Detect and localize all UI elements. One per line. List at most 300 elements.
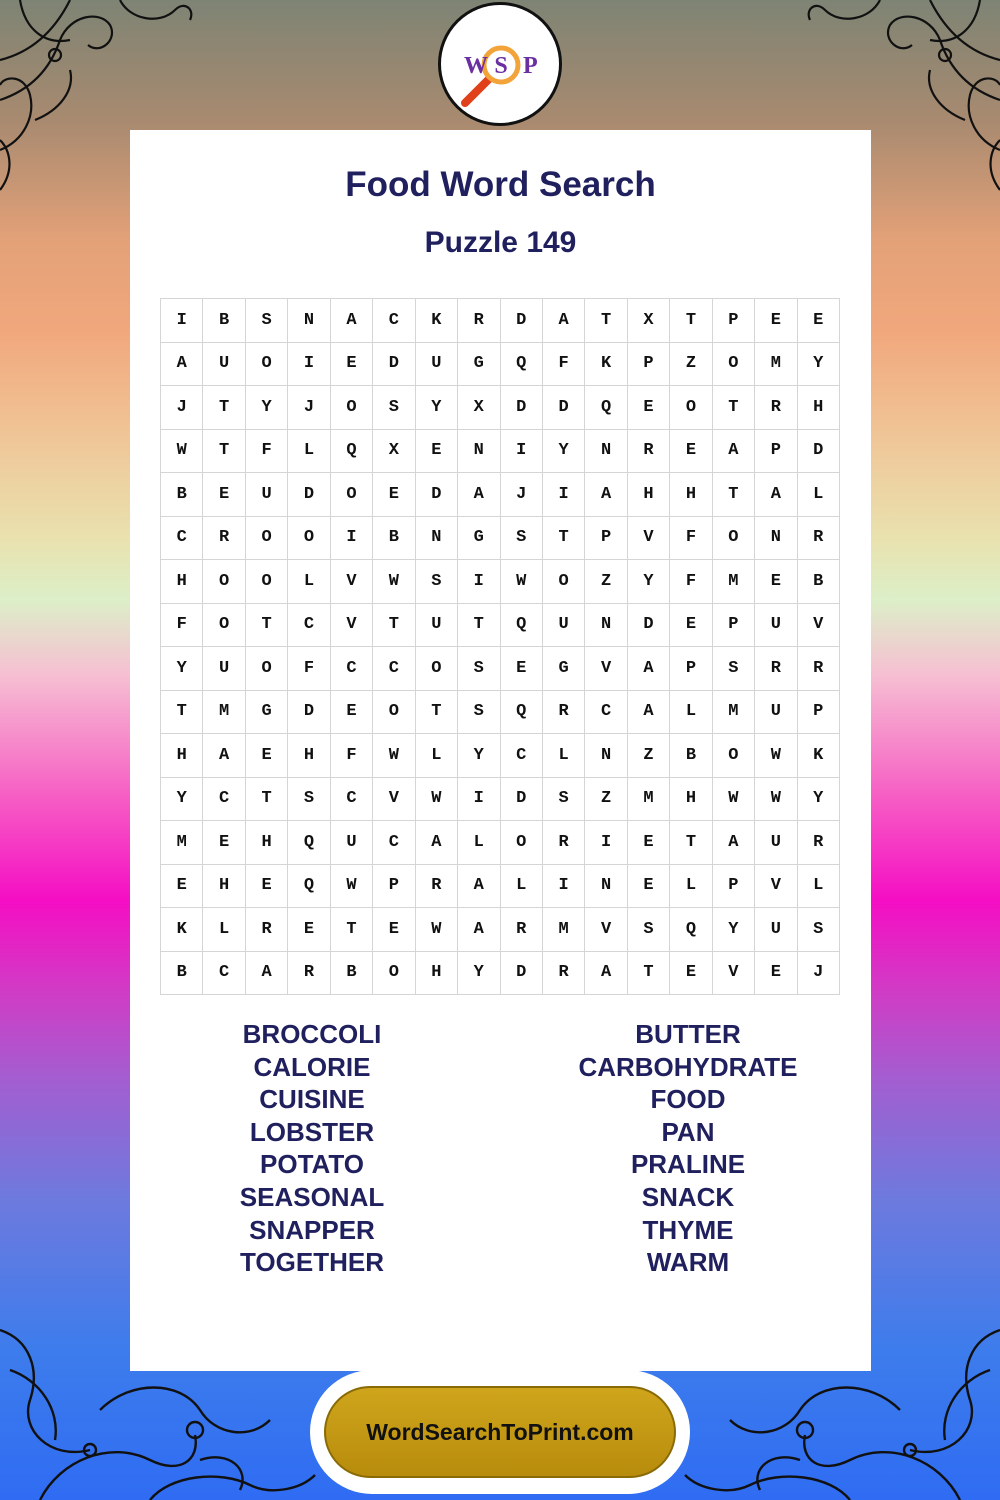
grid-cell: O	[670, 386, 712, 430]
grid-cell: B	[670, 734, 712, 778]
grid-cell: H	[797, 386, 839, 430]
grid-cell: L	[797, 473, 839, 517]
grid-cell: U	[755, 690, 797, 734]
grid-cell: O	[245, 647, 287, 691]
word-list-item: THYME	[642, 1214, 734, 1245]
grid-cell: D	[415, 473, 457, 517]
grid-cell: T	[415, 690, 457, 734]
grid-cell: A	[585, 473, 627, 517]
grid-cell: O	[245, 516, 287, 560]
grid-cell: Q	[288, 821, 330, 865]
grid-cell: L	[288, 560, 330, 604]
grid-cell: W	[755, 777, 797, 821]
grid-cell: E	[288, 908, 330, 952]
grid-cell: C	[330, 647, 372, 691]
grid-cell: M	[542, 908, 584, 952]
grid-cell: D	[542, 386, 584, 430]
grid-row	[161, 299, 840, 343]
grid-cell: R	[755, 386, 797, 430]
grid-cell: P	[712, 299, 754, 343]
grid-cell: T	[203, 429, 245, 473]
grid-cell: K	[585, 342, 627, 386]
grid-cell: W	[373, 734, 415, 778]
grid-row	[161, 777, 840, 821]
grid-cell: P	[627, 342, 669, 386]
grid-cell: H	[670, 473, 712, 517]
grid-cell: U	[415, 342, 457, 386]
grid-cell: E	[203, 821, 245, 865]
wsp-logo	[438, 2, 562, 126]
grid-cell: E	[203, 473, 245, 517]
grid-cell: P	[585, 516, 627, 560]
grid-cell: F	[161, 603, 203, 647]
grid-cell: S	[373, 386, 415, 430]
grid-cell: Z	[670, 342, 712, 386]
grid-cell: K	[797, 734, 839, 778]
puzzle-title: Food Word Search	[345, 165, 656, 204]
grid-cell: H	[670, 777, 712, 821]
grid-cell: A	[712, 429, 754, 473]
grid-cell: R	[542, 951, 584, 995]
word-list-item: SNACK	[641, 1181, 735, 1212]
grid-cell: T	[542, 516, 584, 560]
grid-cell: L	[670, 864, 712, 908]
grid-cell: U	[330, 821, 372, 865]
grid-row	[161, 690, 840, 734]
grid-cell: Y	[458, 951, 500, 995]
grid-cell: C	[373, 647, 415, 691]
grid-cell: E	[755, 560, 797, 604]
grid-cell: C	[161, 516, 203, 560]
grid-cell: V	[330, 603, 372, 647]
grid-cell: G	[542, 647, 584, 691]
grid-cell: B	[161, 951, 203, 995]
grid-cell: T	[670, 299, 712, 343]
grid-cell: D	[627, 603, 669, 647]
word-list-item: CALORIE	[253, 1051, 371, 1082]
grid-cell: W	[415, 908, 457, 952]
grid-cell: E	[670, 951, 712, 995]
grid-cell: E	[627, 386, 669, 430]
grid-cell: L	[542, 734, 584, 778]
grid-cell: O	[203, 560, 245, 604]
grid-cell: C	[373, 821, 415, 865]
grid-cell: N	[585, 734, 627, 778]
grid-cell: O	[542, 560, 584, 604]
grid-cell: X	[373, 429, 415, 473]
grid-cell: U	[203, 647, 245, 691]
grid-cell: H	[161, 734, 203, 778]
grid-cell: L	[415, 734, 457, 778]
word-list-item: BROCCOLI	[242, 1019, 382, 1049]
grid-cell: Y	[712, 908, 754, 952]
grid-cell: A	[755, 473, 797, 517]
grid-cell: E	[500, 647, 542, 691]
grid-cell: B	[330, 951, 372, 995]
grid-cell: Y	[161, 777, 203, 821]
grid-cell: D	[500, 777, 542, 821]
grid-row	[161, 603, 840, 647]
grid-cell: B	[203, 299, 245, 343]
grid-cell: T	[245, 603, 287, 647]
grid-cell: I	[288, 342, 330, 386]
grid-cell: E	[330, 690, 372, 734]
grid-cell: I	[161, 299, 203, 343]
grid-cell: G	[458, 342, 500, 386]
grid-cell: U	[755, 603, 797, 647]
word-list-right	[523, 1018, 853, 1279]
grid-cell: T	[245, 777, 287, 821]
grid-cell: D	[797, 429, 839, 473]
grid-cell: K	[415, 299, 457, 343]
grid-row	[161, 516, 840, 560]
word-list-item: SNAPPER	[249, 1214, 375, 1245]
grid-cell: Q	[330, 429, 372, 473]
word-list-item: LOBSTER	[249, 1116, 375, 1147]
grid-cell: B	[797, 560, 839, 604]
grid-cell: H	[627, 473, 669, 517]
grid-cell: Z	[585, 777, 627, 821]
grid-row	[161, 821, 840, 865]
grid-cell: E	[415, 429, 457, 473]
grid-cell: U	[203, 342, 245, 386]
grid-cell: E	[373, 473, 415, 517]
magnifier-icon	[441, 5, 559, 123]
grid-cell: W	[415, 777, 457, 821]
grid-cell: E	[627, 821, 669, 865]
grid-cell: C	[203, 777, 245, 821]
grid-cell: F	[670, 516, 712, 560]
grid-cell: V	[585, 647, 627, 691]
grid-cell: W	[161, 429, 203, 473]
grid-cell: W	[712, 777, 754, 821]
grid-cell: E	[330, 342, 372, 386]
word-list-item: CUISINE	[259, 1084, 365, 1115]
grid-cell: S	[500, 516, 542, 560]
grid-row	[161, 951, 840, 995]
grid-cell: V	[330, 560, 372, 604]
grid-row	[161, 342, 840, 386]
puzzle-panel	[130, 130, 871, 1371]
grid-cell: T	[627, 951, 669, 995]
grid-cell: R	[797, 516, 839, 560]
grid-cell: O	[245, 342, 287, 386]
grid-cell: A	[458, 864, 500, 908]
grid-row	[161, 560, 840, 604]
grid-cell: E	[627, 864, 669, 908]
grid-cell: P	[712, 864, 754, 908]
grid-cell: X	[458, 386, 500, 430]
grid-cell: S	[542, 777, 584, 821]
grid-cell: R	[542, 821, 584, 865]
grid-cell: A	[415, 821, 457, 865]
letter-grid	[160, 298, 840, 995]
word-list-item: FOOD	[650, 1084, 726, 1115]
grid-cell: V	[712, 951, 754, 995]
grid-cell: E	[797, 299, 839, 343]
word-list-item: CARBOHYDRATE	[578, 1051, 798, 1082]
grid-cell: E	[670, 429, 712, 473]
grid-cell: L	[203, 908, 245, 952]
grid-cell: E	[245, 864, 287, 908]
grid-cell: R	[288, 951, 330, 995]
grid-cell: T	[670, 821, 712, 865]
grid-cell: Q	[288, 864, 330, 908]
grid-cell: M	[712, 560, 754, 604]
grid-cell: J	[161, 386, 203, 430]
grid-cell: I	[542, 473, 584, 517]
grid-cell: R	[458, 299, 500, 343]
grid-cell: S	[245, 299, 287, 343]
word-list-left	[147, 1018, 477, 1279]
word-list-item: BUTTER	[635, 1019, 741, 1049]
grid-cell: E	[161, 864, 203, 908]
grid-cell: P	[755, 429, 797, 473]
grid-cell: U	[542, 603, 584, 647]
grid-cell: I	[585, 821, 627, 865]
grid-cell: Q	[500, 603, 542, 647]
grid-cell: U	[755, 821, 797, 865]
grid-cell: S	[288, 777, 330, 821]
grid-cell: P	[797, 690, 839, 734]
grid-cell: S	[627, 908, 669, 952]
grid-cell: R	[797, 647, 839, 691]
grid-cell: F	[670, 560, 712, 604]
grid-cell: C	[585, 690, 627, 734]
grid-cell: I	[330, 516, 372, 560]
grid-cell: F	[245, 429, 287, 473]
grid-cell: R	[797, 821, 839, 865]
grid-cell: D	[500, 951, 542, 995]
grid-cell: O	[712, 516, 754, 560]
grid-cell: V	[627, 516, 669, 560]
grid-cell: M	[203, 690, 245, 734]
grid-cell: F	[330, 734, 372, 778]
grid-cell: A	[585, 951, 627, 995]
grid-cell: Y	[415, 386, 457, 430]
logo-letter-w: W	[464, 53, 488, 79]
grid-cell: O	[712, 734, 754, 778]
grid-cell: N	[415, 516, 457, 560]
grid-cell: Q	[670, 908, 712, 952]
grid-cell: D	[500, 386, 542, 430]
grid-cell: T	[330, 908, 372, 952]
grid-cell: U	[755, 908, 797, 952]
grid-cell: A	[458, 473, 500, 517]
grid-cell: M	[712, 690, 754, 734]
grid-cell: D	[288, 690, 330, 734]
grid-cell: S	[415, 560, 457, 604]
grid-cell: B	[373, 516, 415, 560]
grid-cell: L	[670, 690, 712, 734]
grid-cell: A	[330, 299, 372, 343]
grid-cell: T	[458, 603, 500, 647]
grid-cell: A	[712, 821, 754, 865]
grid-cell: K	[161, 908, 203, 952]
grid-cell: C	[373, 299, 415, 343]
grid-cell: N	[755, 516, 797, 560]
grid-cell: O	[203, 603, 245, 647]
word-list-item: WARM	[646, 1247, 730, 1278]
grid-cell: U	[245, 473, 287, 517]
grid-cell: A	[245, 951, 287, 995]
grid-cell: Z	[627, 734, 669, 778]
grid-cell: M	[161, 821, 203, 865]
grid-cell: R	[415, 864, 457, 908]
word-list-item: POTATO	[260, 1149, 364, 1180]
grid-row	[161, 386, 840, 430]
grid-cell: O	[330, 386, 372, 430]
grid-cell: H	[245, 821, 287, 865]
grid-cell: V	[755, 864, 797, 908]
grid-cell: W	[330, 864, 372, 908]
grid-cell: N	[288, 299, 330, 343]
grid-cell: M	[627, 777, 669, 821]
grid-cell: V	[373, 777, 415, 821]
grid-cell: F	[542, 342, 584, 386]
grid-cell: A	[542, 299, 584, 343]
grid-cell: E	[373, 908, 415, 952]
grid-cell: O	[712, 342, 754, 386]
grid-cell: C	[288, 603, 330, 647]
grid-cell: Q	[500, 690, 542, 734]
website-link-button[interactable]: WordSearchToPrint.com	[324, 1386, 676, 1478]
grid-cell: T	[373, 603, 415, 647]
grid-cell: H	[288, 734, 330, 778]
grid-cell: L	[458, 821, 500, 865]
puzzle-number: Puzzle 149	[424, 226, 577, 259]
grid-cell: O	[245, 560, 287, 604]
grid-cell: Z	[585, 560, 627, 604]
grid-cell: T	[585, 299, 627, 343]
grid-cell: H	[415, 951, 457, 995]
grid-cell: I	[500, 429, 542, 473]
grid-row	[161, 473, 840, 517]
grid-cell: D	[373, 342, 415, 386]
grid-cell: E	[755, 299, 797, 343]
grid-cell: Y	[245, 386, 287, 430]
grid-cell: Y	[458, 734, 500, 778]
grid-cell: R	[245, 908, 287, 952]
grid-cell: Y	[627, 560, 669, 604]
grid-cell: P	[670, 647, 712, 691]
grid-cell: V	[585, 908, 627, 952]
grid-cell: A	[161, 342, 203, 386]
grid-cell: A	[627, 647, 669, 691]
grid-cell: N	[585, 429, 627, 473]
grid-cell: F	[288, 647, 330, 691]
grid-cell: O	[373, 951, 415, 995]
grid-cell: D	[500, 299, 542, 343]
logo-letter-p: P	[523, 53, 538, 79]
grid-cell: D	[288, 473, 330, 517]
grid-cell: L	[288, 429, 330, 473]
grid-cell: H	[203, 864, 245, 908]
grid-row	[161, 908, 840, 952]
grid-cell: O	[415, 647, 457, 691]
grid-cell: E	[670, 603, 712, 647]
word-list-item: PRALINE	[630, 1149, 746, 1180]
grid-cell: Y	[797, 342, 839, 386]
grid-cell: Y	[161, 647, 203, 691]
grid-cell: G	[245, 690, 287, 734]
grid-cell: T	[203, 386, 245, 430]
grid-cell: O	[330, 473, 372, 517]
grid-cell: R	[500, 908, 542, 952]
grid-cell: N	[585, 603, 627, 647]
grid-cell: C	[330, 777, 372, 821]
grid-cell: W	[500, 560, 542, 604]
grid-cell: P	[373, 864, 415, 908]
grid-cell: C	[203, 951, 245, 995]
grid-cell: T	[712, 473, 754, 517]
grid-cell: E	[755, 951, 797, 995]
grid-cell: R	[203, 516, 245, 560]
grid-cell: L	[500, 864, 542, 908]
grid-cell: T	[712, 386, 754, 430]
grid-cell: I	[542, 864, 584, 908]
word-list-item: SEASONAL	[239, 1181, 385, 1212]
grid-cell: U	[415, 603, 457, 647]
grid-cell: V	[797, 603, 839, 647]
grid-cell: T	[161, 690, 203, 734]
grid-cell: W	[755, 734, 797, 778]
grid-cell: Q	[585, 386, 627, 430]
grid-cell: I	[458, 560, 500, 604]
word-list-item: TOGETHER	[240, 1247, 384, 1278]
grid-cell: P	[712, 603, 754, 647]
grid-row	[161, 734, 840, 778]
grid-cell: X	[627, 299, 669, 343]
grid-cell: C	[500, 734, 542, 778]
grid-cell: R	[627, 429, 669, 473]
grid-cell: E	[245, 734, 287, 778]
grid-cell: Y	[542, 429, 584, 473]
grid-cell: S	[712, 647, 754, 691]
grid-cell: J	[288, 386, 330, 430]
grid-cell: B	[161, 473, 203, 517]
grid-cell: R	[755, 647, 797, 691]
grid-cell: S	[458, 690, 500, 734]
grid-cell: O	[500, 821, 542, 865]
grid-cell: R	[542, 690, 584, 734]
grid-cell: M	[755, 342, 797, 386]
grid-cell: H	[161, 560, 203, 604]
word-list-item: PAN	[661, 1116, 715, 1147]
footer-badge	[310, 1370, 690, 1494]
grid-cell: O	[288, 516, 330, 560]
grid-cell: N	[458, 429, 500, 473]
grid-cell: Y	[797, 777, 839, 821]
grid-cell: L	[797, 864, 839, 908]
grid-cell: A	[203, 734, 245, 778]
grid-cell: O	[373, 690, 415, 734]
grid-cell: S	[458, 647, 500, 691]
grid-cell: G	[458, 516, 500, 560]
grid-cell: N	[585, 864, 627, 908]
grid-cell: W	[373, 560, 415, 604]
grid-cell: A	[627, 690, 669, 734]
grid-row	[161, 864, 840, 908]
logo-letter-s: S	[494, 53, 508, 79]
grid-cell: Q	[500, 342, 542, 386]
grid-row	[161, 647, 840, 691]
grid-row	[161, 429, 840, 473]
grid-cell: S	[797, 908, 839, 952]
grid-cell: J	[500, 473, 542, 517]
grid-cell: A	[458, 908, 500, 952]
grid-cell: I	[458, 777, 500, 821]
